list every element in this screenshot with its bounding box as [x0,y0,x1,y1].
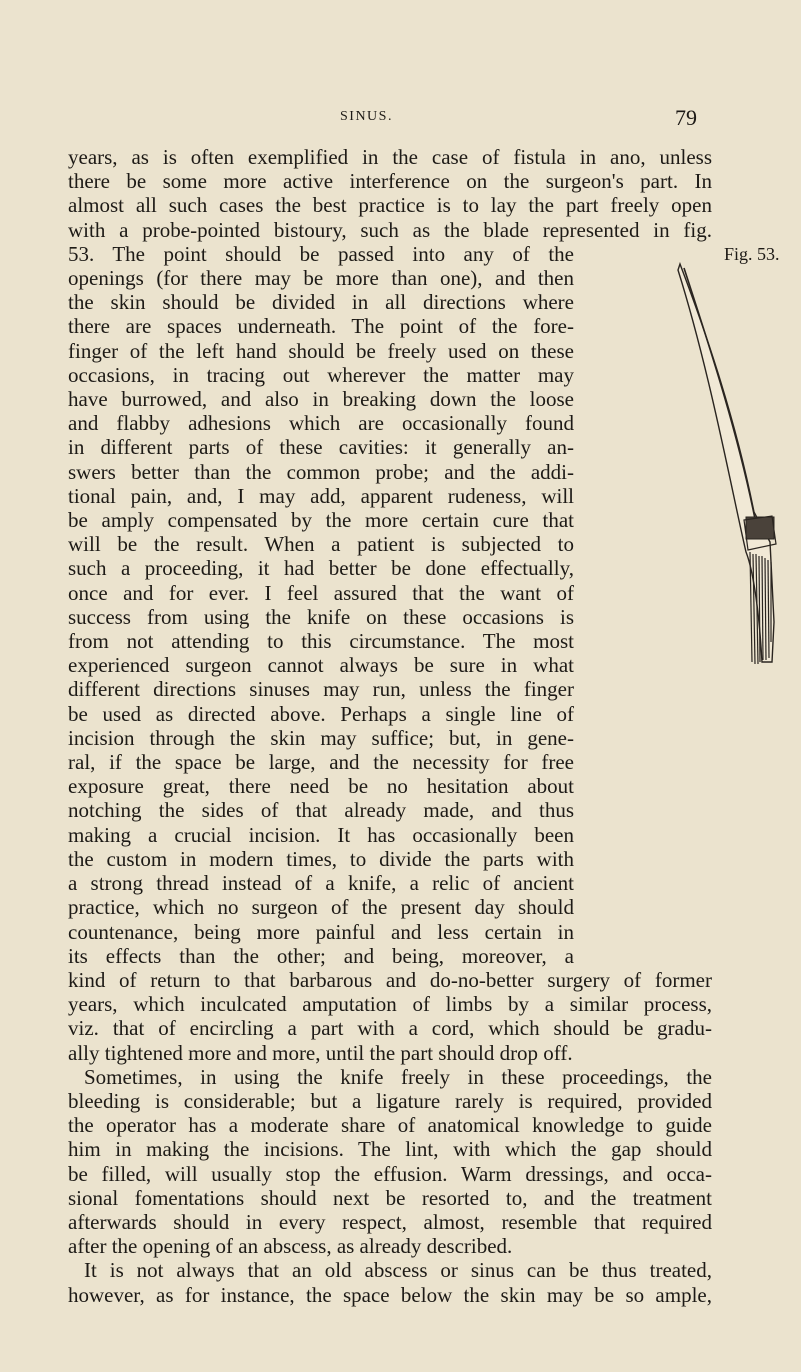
text-line: him in making the incisions. The lint, with which the gap should [68,1137,712,1162]
text-line: swers better than the common probe; and the addi- [68,459,574,484]
text-line: kind of return to that barbarous and do-no-better surgery of former [68,967,712,992]
text-line: be used as directed above. Perhaps a single line of [68,701,574,726]
text-line: the skin should be divided in all directions where [68,290,574,315]
text-line: 53. The point should be passed into any of the [68,241,574,266]
text-line: have burrowed, and also in breaking down the loose [68,387,574,412]
running-head: SINUS. [340,109,393,124]
text-line: occasions, in tracing out wherever the matter may [68,362,574,387]
text-line: be filled, will usually stop the effusion. Warm dressings, and occa- [68,1161,712,1186]
text-line: with a probe-pointed bistoury, such as the blade represented in fig. [68,217,712,242]
text-line: It is not always that an old abscess or sinus can be thus treated, [84,1258,712,1283]
page-number: 79 [675,105,697,130]
text-line: practice, which no surgeon of the present day should [68,895,574,920]
text-line: in different parts of these cavities: it generally an- [68,435,574,460]
text-line: making a crucial incision. It has occasionally been [68,822,574,847]
text-line: will be the result. When a patient is subjected to [68,532,574,557]
blade-joint [746,517,774,539]
text-line: experienced surgeon cannot always be sure in what [68,653,574,678]
text-line: exposure great, there need be no hesitation about [68,774,574,799]
text-line: almost all such cases the best practice is to lay the part freely open [68,193,712,218]
text-line: the custom in modern times, to divide the parts with [68,846,574,871]
text-line: different directions sinuses may run, unless the finger [68,677,574,702]
text-line: afterwards should in every respect, almost, resemble that required [68,1209,712,1234]
text-line: ral, if the space be large, and the necessity for free [68,750,574,775]
text-line: ally tightened more and more, until the part should drop off. [68,1040,573,1065]
body-text [68,145,712,1307]
text-line: sional fomentations should next be resorted to, and the treatment [68,1185,712,1210]
text-line: such a proceeding, it had better be done effectually, [68,556,574,581]
text-line: there are spaces underneath. The point of the fore- [68,314,574,339]
text-line: a strong thread instead of a knife, a relic of ancient [68,871,574,896]
text-line: success from using the knife on these occasions is [68,604,574,629]
figure-label: Fig. 53. [724,244,780,264]
text-line: Sometimes, in using the knife freely in these proceedings, the [84,1064,712,1089]
text-line: viz. that of encircling a part with a cord, which should be gradu- [68,1016,712,1041]
text-line: from not attending to this circumstance. The most [68,629,574,654]
text-line: the operator has a moderate share of anatomical knowledge to guide [68,1113,712,1138]
text-line: and flabby adhesions which are occasionally found [68,411,574,436]
text-line: notching the sides of that already made, and thus [68,798,574,823]
text-line: bleeding is considerable; but a ligature rarely is required, provided [68,1088,712,1113]
text-line: years, which inculcated amputation of limbs by a similar process, [68,992,712,1017]
text-line: once and for ever. I feel assured that the want of [68,580,574,605]
text-line: after the opening of an abscess, as already described. [68,1234,513,1259]
text-line: finger of the left hand should be freely used on these [68,338,574,363]
text-line: there be some more active interference on the surgeon's part. In [68,169,712,194]
text-line: be amply compensated by the more certain cure that [68,508,574,533]
text-line: however, as for instance, the space below the skin may be so ample, [68,1282,712,1307]
text-line: tional pain, and, I may add, apparent rudeness, will [68,483,574,508]
text-line: countenance, being more painful and less certain in [68,919,574,944]
text-line: incision through the skin may suffice; but, in gene- [68,725,574,750]
text-line: its effects than the other; and being, moreover, a [68,943,574,968]
text-line: years, as is often exemplified in the case of fistula in ano, unless [68,145,712,169]
page-header [0,107,801,137]
text-line: openings (for there may be more than one), and then [68,266,574,291]
